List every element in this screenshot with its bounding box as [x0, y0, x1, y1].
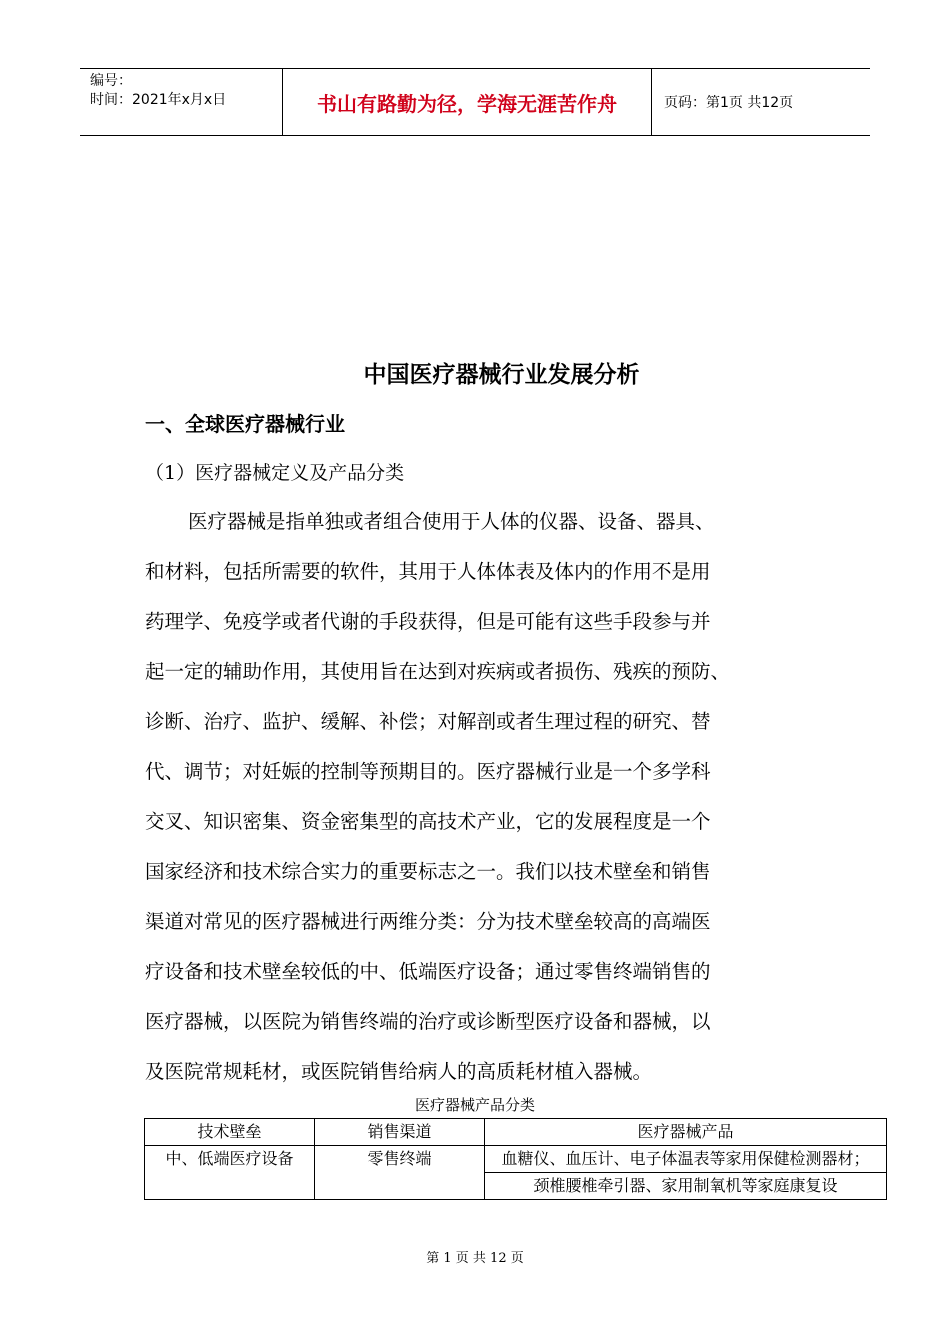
body-paragraph	[145, 502, 835, 1102]
paragraph-line: 医疗器械是指单独或者组合使用于人体的仪器、设备、器具、	[188, 510, 715, 533]
paragraph-line: 起一定的辅助作用，其使用旨在达到对疾病或者损伤、残疾的预防、	[145, 660, 731, 683]
page-header	[80, 68, 870, 136]
table-row	[145, 1146, 887, 1173]
subsection-heading: （1）医疗器械定义及产品分类	[145, 462, 405, 484]
table-header-row	[145, 1119, 887, 1146]
header-page-code: 页码：第1页 共12页	[664, 95, 794, 111]
table-header-cell: 销售渠道	[315, 1119, 485, 1146]
paragraph-line: 代、调节；对妊娠的控制等预期目的。医疗器械行业是一个多学科	[145, 760, 711, 783]
doc-date: 时间：2021年x月x日	[90, 92, 227, 108]
table-cell-product: 血糖仪、血压计、电子体温表等家用保健检测器材；	[485, 1146, 887, 1173]
paragraph-line: 和材料，包括所需要的软件，其用于人体体表及体内的作用不是用	[145, 560, 711, 583]
paragraph-line: 及医院常规耗材，或医院销售给病人的高质耗材植入器械。	[145, 1060, 653, 1083]
paragraph-line: 疗设备和技术壁垒较低的中、低端医疗设备；通过零售终端销售的	[145, 960, 711, 983]
paragraph-line: 交叉、知识密集、资金密集型的高技术产业，它的发展程度是一个	[145, 810, 711, 833]
table-cell-barrier: 中、低端医疗设备	[145, 1146, 315, 1200]
header-info	[80, 69, 282, 135]
paragraph-line: 药理学、免疫学或者代谢的手段获得，但是可能有这些手段参与并	[145, 610, 711, 633]
section-heading: 一、全球医疗器械行业	[145, 412, 345, 436]
table-cell-product: 颈椎腰椎牵引器、家用制氧机等家庭康复设	[485, 1173, 887, 1200]
classification-table	[144, 1118, 887, 1200]
doc-number-label: 编号：	[90, 73, 132, 89]
page-footer: 第 1 页 共 12 页	[426, 1251, 524, 1266]
paragraph-line: 渠道对常见的医疗器械进行两维分类：分为技术壁垒较高的高端医	[145, 910, 711, 933]
table-caption: 医疗器械产品分类	[414, 1096, 535, 1114]
paragraph-line: 诊断、治疗、监护、缓解、补偿；对解剖或者生理过程的研究、替	[145, 710, 711, 733]
paragraph-line: 医疗器械，以医院为销售终端的治疗或诊断型医疗设备和器械，以	[145, 1010, 711, 1033]
header-motto: 书山有路勤为径，学海无涯苦作舟	[282, 69, 652, 135]
paragraph-line: 国家经济和技术综合实力的重要标志之一。我们以技术壁垒和销售	[145, 860, 711, 883]
document-title: 中国医疗器械行业发展分析	[363, 362, 640, 388]
table-header-cell: 医疗器械产品	[485, 1119, 887, 1146]
table-header-cell: 技术壁垒	[145, 1119, 315, 1146]
table-cell-channel: 零售终端	[315, 1146, 485, 1200]
